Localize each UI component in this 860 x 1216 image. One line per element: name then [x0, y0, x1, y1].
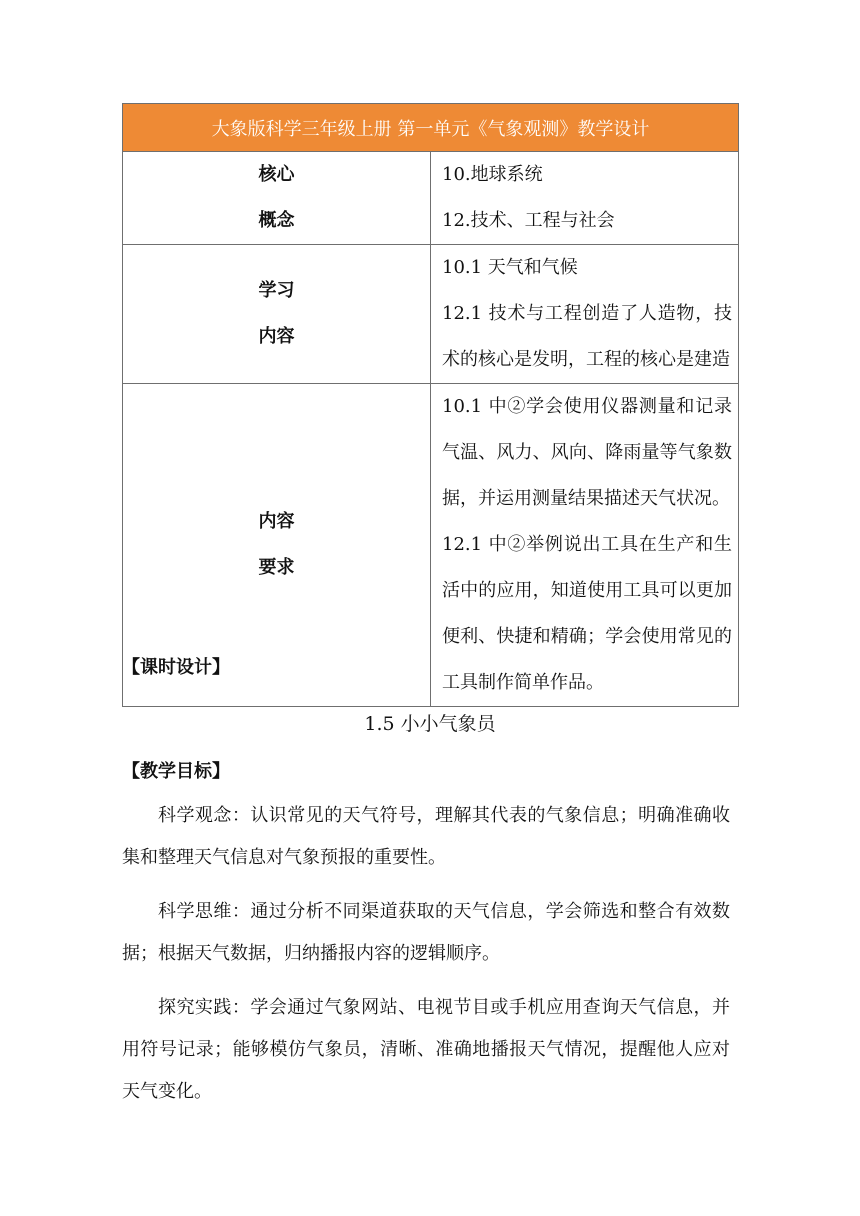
row-item: 10.地球系统: [442, 164, 543, 185]
table-row-learning-content: [123, 245, 739, 384]
row-item: 12.1 中②举例说出工具在生产和生活中的应用，知道使用工具可以更加便利、快捷和精确；学会使用常见的工具制作简单作品。: [442, 534, 732, 693]
row-label: [123, 152, 431, 245]
objective-paragraph: 科学观念：认识常见的天气符号，理解其代表的气象信息；明确准确收集和整理天气信息对气象预报的重要性。: [122, 805, 730, 868]
row-label-line: 要求: [258, 557, 295, 578]
row-label-line: 核心: [258, 164, 295, 185]
row-item: 12.1 技术与工程创造了人造物，技术的核心是发明，工程的核心是建造: [442, 303, 732, 370]
row-label-line: 内容: [258, 326, 295, 347]
lesson-design-heading: 【课时设计】: [122, 657, 230, 678]
curriculum-table: [122, 103, 739, 707]
row-item: 12.技术、工程与社会: [442, 210, 615, 231]
row-content: [431, 152, 739, 245]
objective-paragraph: 科学思维：通过分析不同渠道获取的天气信息，学会筛选和整合有效数据；根据天气数据，归纳播报内容的逻辑顺序。: [122, 901, 730, 964]
row-label: [123, 245, 431, 384]
table-header-row: [123, 104, 739, 152]
table-row-core-concept: [123, 152, 739, 245]
objectives-body: [122, 795, 730, 1125]
objectives-heading: 【教学目标】: [122, 761, 230, 782]
row-label-line: 概念: [258, 210, 295, 231]
row-label-line: 学习: [258, 280, 295, 301]
table-title: 大象版科学三年级上册 第一单元《气象观测》教学设计: [123, 104, 739, 152]
row-item: 10.1 中②学会使用仪器测量和记录气温、风力、风向、降雨量等气象数据，并运用测量结果描述天气状况。: [442, 396, 732, 509]
row-content: [431, 384, 739, 707]
row-content: [431, 245, 739, 384]
row-item: 10.1 天气和气候: [442, 257, 578, 278]
row-label-line: 内容: [258, 511, 295, 532]
objective-paragraph: 探究实践：学会通过气象网站、电视节目或手机应用查询天气信息，并用符号记录；能够模仿气象员，清晰、准确地播报天气情况，提醒他人应对天气变化。: [122, 997, 730, 1102]
lesson-title: 1.5 小小气象员: [364, 713, 496, 735]
